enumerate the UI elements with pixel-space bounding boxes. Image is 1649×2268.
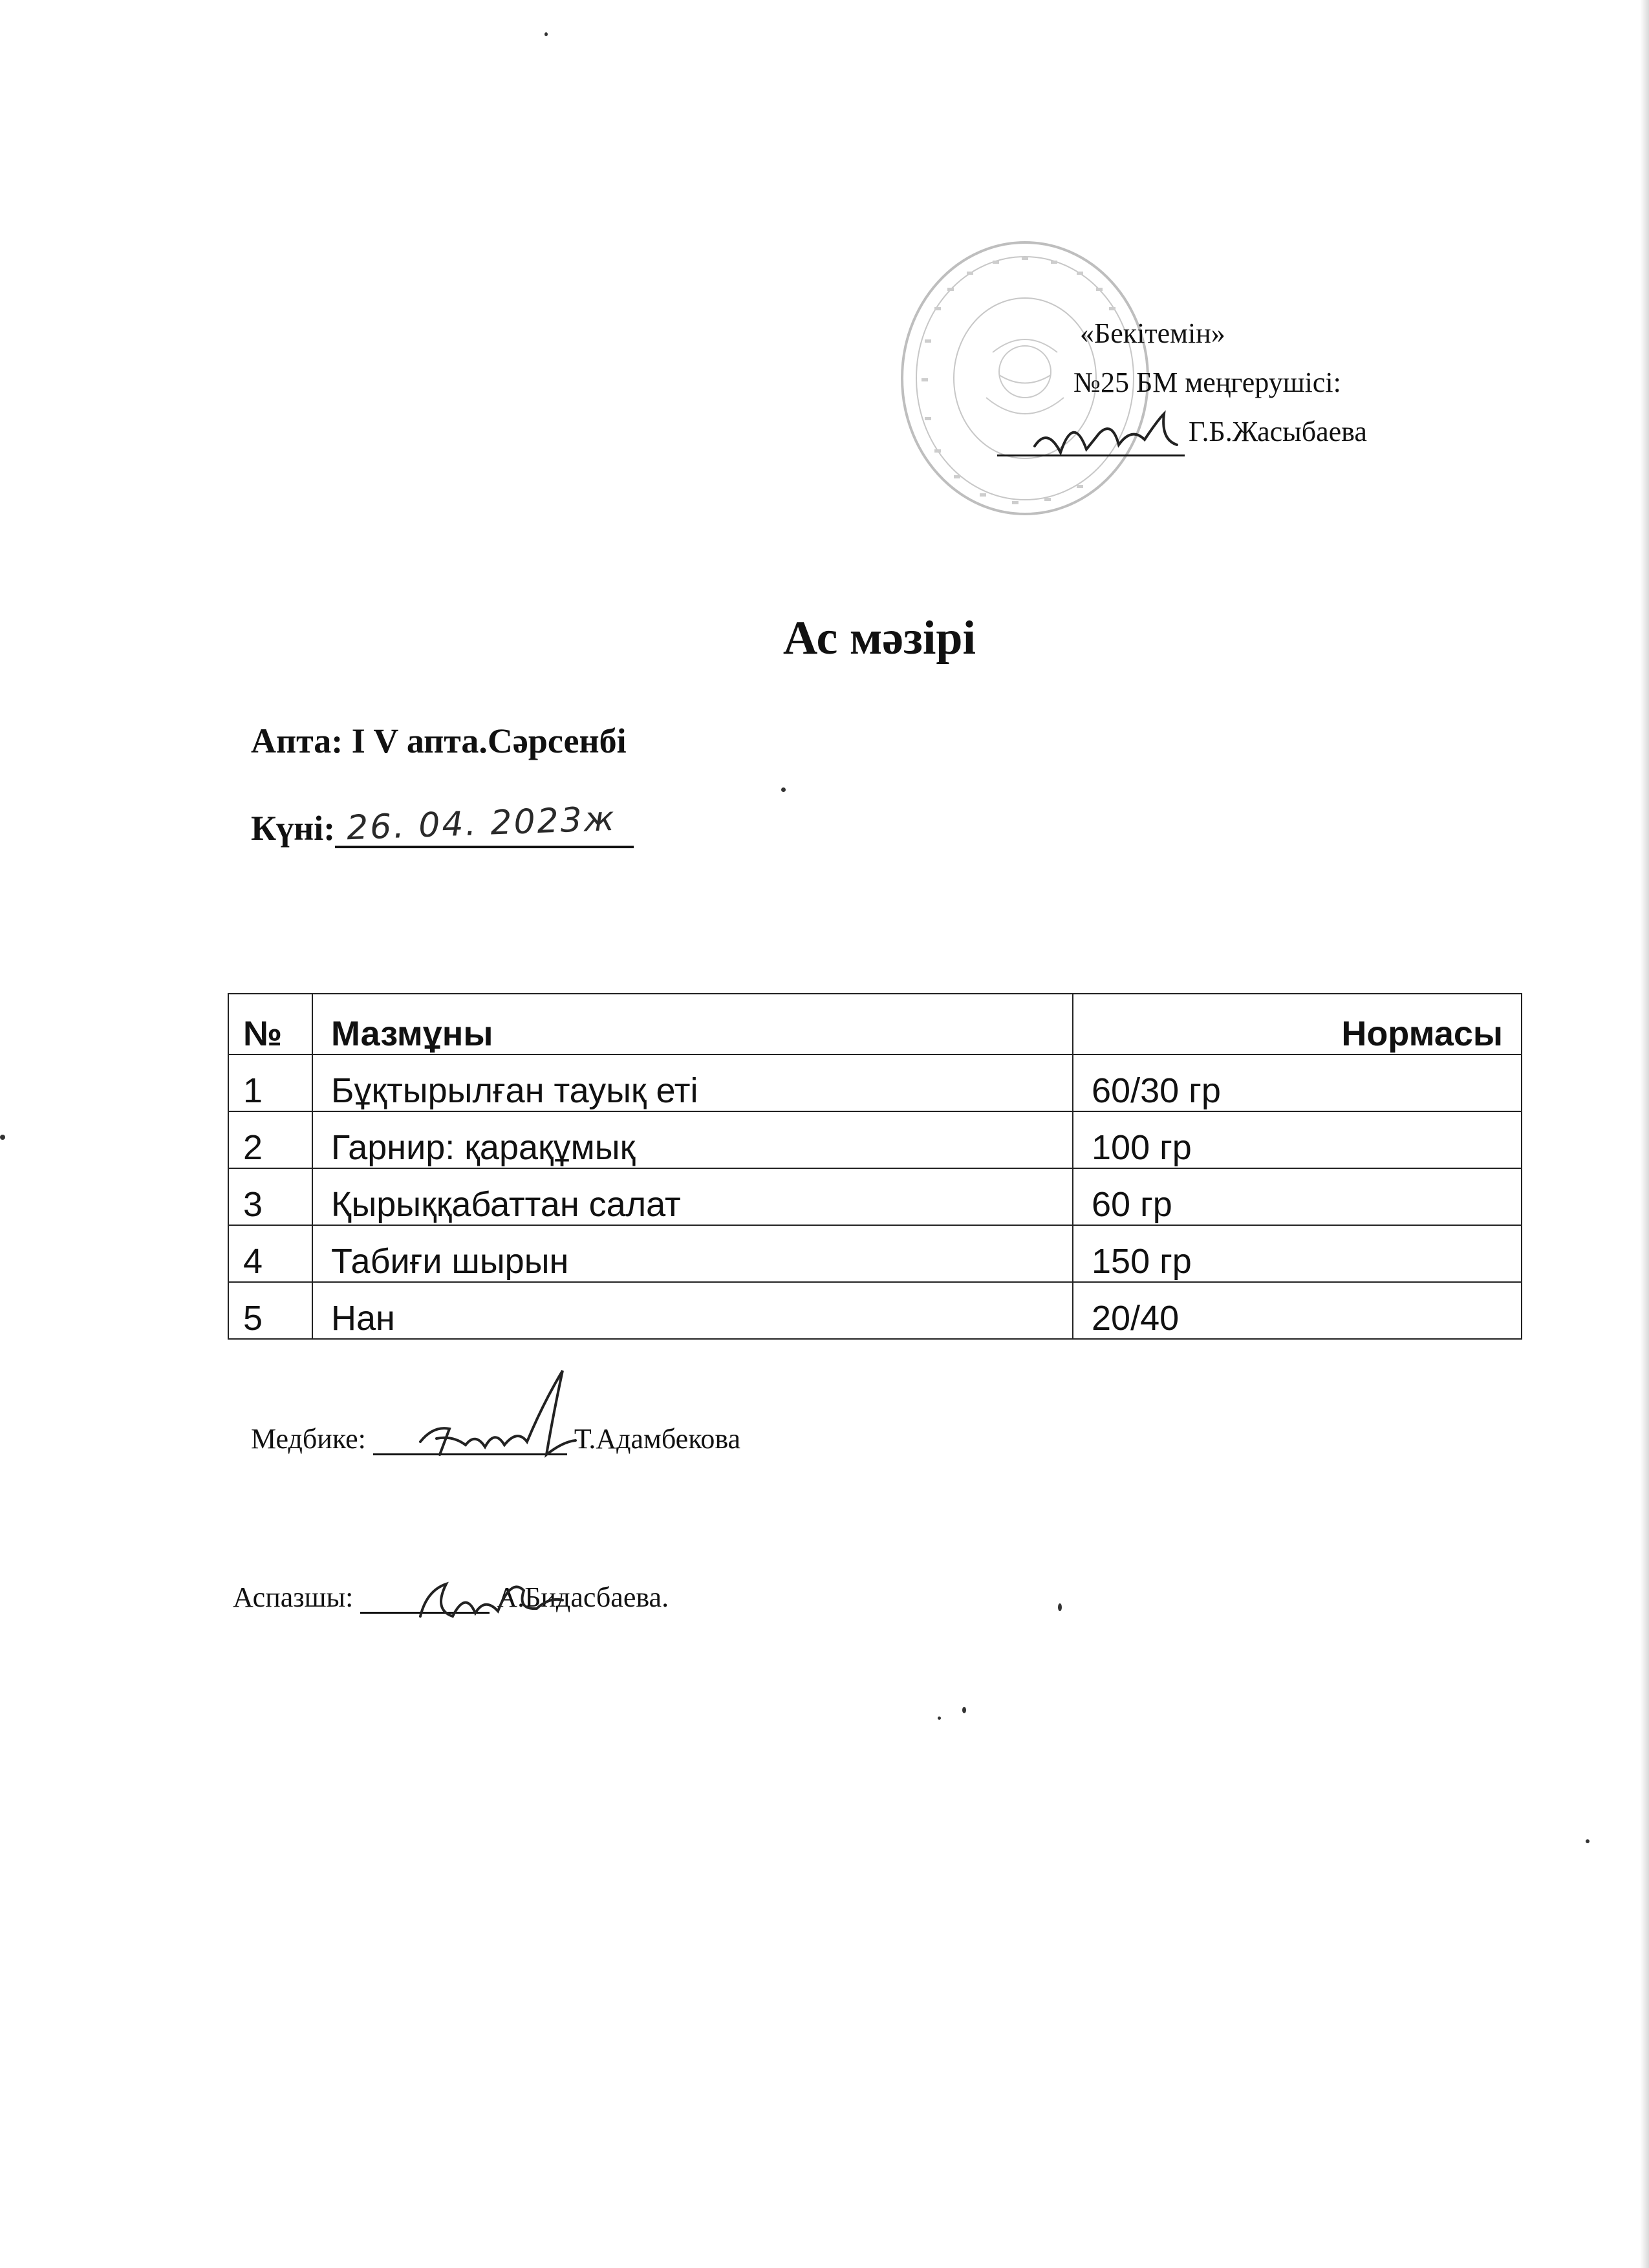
- date-blank: [335, 799, 634, 848]
- row-number: 2: [228, 1111, 312, 1168]
- row-norm: 150 гр: [1073, 1225, 1522, 1282]
- row-number: 5: [228, 1282, 312, 1339]
- scan-speck: [544, 32, 548, 36]
- header-number: №: [228, 994, 312, 1054]
- nurse-label: Медбике:: [251, 1423, 366, 1455]
- row-norm: 100 гр: [1073, 1111, 1522, 1168]
- row-number: 1: [228, 1054, 312, 1111]
- scan-speck: [781, 787, 786, 792]
- row-item: Табиғи шырын: [312, 1225, 1073, 1282]
- row-norm: 20/40: [1073, 1282, 1522, 1339]
- table-row: [228, 1054, 1522, 1111]
- row-item: Гарнир: қарақұмық: [312, 1111, 1073, 1168]
- row-norm: 60 гр: [1073, 1168, 1522, 1225]
- cook-name: А.Бидасбаева.: [497, 1581, 669, 1613]
- scan-speck: [938, 1717, 941, 1720]
- table-row: [228, 1111, 1522, 1168]
- nurse-signature-icon: [414, 1364, 595, 1474]
- approver-signature-icon: [1022, 394, 1190, 465]
- row-item: Нан: [312, 1282, 1073, 1339]
- table-header-row: [228, 994, 1522, 1054]
- row-number: 4: [228, 1225, 312, 1282]
- scan-speck: [1586, 1839, 1590, 1843]
- date-line: [251, 799, 634, 848]
- date-handwritten: 26. 04. 2023ж: [346, 799, 617, 848]
- menu-table: [228, 993, 1522, 1340]
- week-label: Апта: I V апта.Сәрсенбі: [251, 722, 627, 760]
- scan-speck: [1058, 1603, 1062, 1611]
- date-label: Күні:: [251, 809, 336, 848]
- row-number: 3: [228, 1168, 312, 1225]
- approval-position: №25 БМ меңгерушісі:: [1073, 367, 1341, 398]
- table-row: [228, 1225, 1522, 1282]
- scan-edge-shadow: [1640, 0, 1649, 2268]
- table-row: [228, 1168, 1522, 1225]
- header-norm: Нормасы: [1073, 994, 1522, 1054]
- scan-speck: [0, 1135, 5, 1140]
- header-content: Мазмұны: [312, 994, 1073, 1054]
- row-norm: 60/30 гр: [1073, 1054, 1522, 1111]
- scan-speck: [962, 1707, 966, 1713]
- nurse-name: Т.Адамбекова: [574, 1423, 741, 1455]
- cook-label: Аспазшы:: [233, 1581, 354, 1613]
- cook-signature-icon: [407, 1552, 576, 1636]
- row-item: Қырыққабаттан салат: [312, 1168, 1073, 1225]
- table-row: [228, 1282, 1522, 1339]
- page-title: Ас мәзірі: [782, 612, 976, 665]
- approval-heading: «Бекітемін»: [1080, 317, 1225, 349]
- row-item: Бұқтырылған тауық еті: [312, 1054, 1073, 1111]
- approver-name: Г.Б.Жасыбаева: [1189, 416, 1367, 447]
